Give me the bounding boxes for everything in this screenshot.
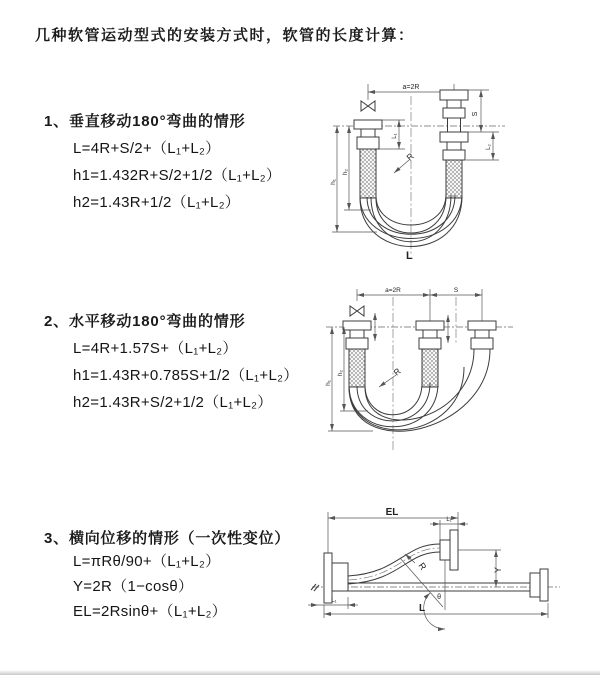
- dim-label-y: Y: [493, 566, 503, 574]
- section-3-formula-y: Y=2R（1−cosθ）: [73, 578, 194, 595]
- dim-label-r: R: [391, 365, 403, 378]
- dim-l1-top: [430, 520, 468, 540]
- dim-a2r: [357, 289, 482, 323]
- dim-label-h2: h₂: [337, 369, 344, 377]
- section-1-heading: 1、垂直移动180°弯曲的情形: [44, 113, 246, 130]
- diagram-vertical-180: [315, 70, 575, 265]
- dim-l2: [466, 132, 499, 160]
- right-riser-fittings: [440, 90, 468, 198]
- riser-2-fitting: [416, 321, 444, 387]
- section-2-formula-l: L=4R+1.57S+（L₁+L₂）: [73, 340, 238, 357]
- section-3-formula-l: L=πRθ/90+（L₁+L₂）: [73, 553, 221, 570]
- diagram-horizontal-180: [318, 283, 548, 458]
- centerline-end-mark: [311, 584, 319, 591]
- right-flange: [530, 569, 548, 601]
- dim-label-l: L: [418, 603, 426, 614]
- dim-el: [328, 512, 458, 556]
- left-riser-fitting: [354, 120, 382, 198]
- hose-arcs: [349, 349, 490, 431]
- dim-label-s: S: [453, 287, 459, 294]
- section-1-formula-l: L=4R+S/2+（L₁+L₂）: [73, 140, 221, 157]
- left-flange: [324, 553, 348, 603]
- dim-label-theta: θ: [437, 594, 441, 601]
- dim-label-h2: h₂: [342, 168, 349, 176]
- page-title: 几种软管运动型式的安装方式时，软管的长度计算：: [35, 27, 415, 44]
- dim-label-a2r: a=2R: [402, 84, 420, 91]
- dim-label-l1-top: L₁: [446, 517, 452, 523]
- valve-icon: [350, 306, 364, 316]
- dim-label-h1: h₁: [325, 380, 332, 386]
- dim-label-r: R: [416, 560, 429, 572]
- riser-3-fitting: [468, 321, 496, 349]
- dim-label-h1: h₁: [330, 179, 337, 185]
- section-2-formula-h2: h2=1.43R+S/2+1/2（L₁+L₂）: [73, 394, 273, 411]
- radius-callout: [379, 375, 396, 387]
- dim-label-el: EL: [385, 507, 399, 518]
- section-2-heading: 2、水平移动180°弯曲的情形: [44, 313, 246, 330]
- dim-label-a2r: a=2R: [385, 287, 401, 294]
- section-2-formula-h1: h1=1.43R+0.785S+1/2（L₁+L₂）: [73, 367, 299, 384]
- diagram-lateral-displacement: [304, 506, 600, 636]
- dim-label-r: R: [404, 150, 416, 163]
- valve-icon: [361, 101, 375, 111]
- radius-callout: [394, 160, 409, 173]
- section-3-formula-el: EL=2Rsinθ+（L₁+L₂）: [73, 603, 227, 620]
- riser-1-fitting: [343, 321, 371, 387]
- upper-flange: [440, 530, 458, 570]
- section-1-formula-h1: h1=1.432R+S/2+1/2（L₁+L₂）: [73, 167, 282, 184]
- dim-label-l2: L₂: [486, 144, 492, 150]
- section-3-heading: 3、横向位移的情形（一次性变位）: [44, 530, 291, 547]
- dim-label-l: L: [406, 250, 413, 262]
- page-edge-shadow: [0, 670, 600, 675]
- dim-label-l1-bottom: L₁: [331, 598, 337, 604]
- dim-label-s: S: [472, 111, 479, 117]
- section-1-formula-h2: h2=1.43R+1/2（L₁+L₂）: [73, 194, 241, 211]
- dim-label-l1: L₁: [392, 133, 398, 139]
